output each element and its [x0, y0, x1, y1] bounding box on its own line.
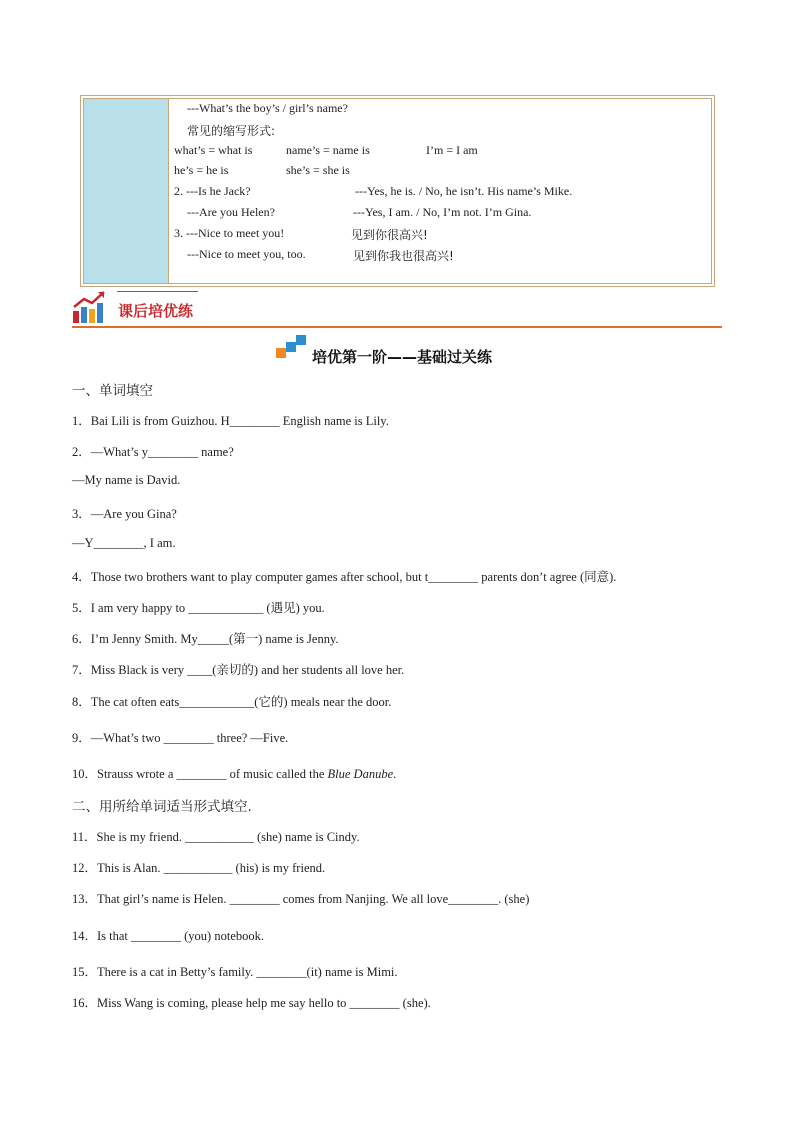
note-line: 见到你很高兴!	[351, 228, 428, 242]
note-line: 常见的缩写形式:	[187, 124, 276, 138]
section-rule-top	[117, 291, 198, 292]
note-line: what’s = what is	[174, 143, 253, 157]
note-line: name’s = name is	[286, 143, 370, 157]
table-left-cell	[84, 99, 169, 283]
part2-heading: 二、用所给单词适当形式填空.	[72, 799, 252, 815]
note-line: ---What’s the boy’s / girl’s name?	[187, 101, 348, 115]
note-line: I’m = I am	[426, 143, 478, 157]
question-16: 16．Miss Wang is coming, please help me say hello to ________ (she).	[72, 996, 431, 1010]
stage-title: 培优第一阶——基础过关练	[312, 348, 493, 366]
question-1: 1．Bai Lili is from Guizhou. H________ English name is Lily.	[72, 414, 389, 428]
question-7: 7．Miss Black is very ____(亲切的) and her students all love her.	[72, 663, 405, 677]
note-line: he’s = he is	[174, 163, 229, 177]
bar-chart-growth-icon	[72, 289, 108, 325]
note-line: ---Yes, I am. / No, I’m not. I’m Gina.	[353, 205, 532, 219]
note-line: 见到你我也很高兴!	[353, 249, 454, 263]
note-line: 2. ---Is he Jack?	[174, 184, 251, 198]
section-rule	[72, 326, 722, 328]
note-line: ---Nice to meet you, too.	[187, 247, 306, 261]
question-10-text: 10．Strauss wrote a ________ of music called the	[72, 767, 328, 781]
question-4: 4．Those two brothers want to play computer games after school, but t________ parents don’t agree (同意).	[72, 570, 617, 584]
note-line: ---Yes, he is. / No, he isn’t. His name’s Mike.	[355, 184, 573, 198]
section-title: 课后培优练	[118, 302, 194, 320]
question-11: 11．She is my friend. ___________ (she) name is Cindy.	[72, 830, 360, 844]
question-15: 15．There is a cat in Betty’s family. ________(it) name is Mimi.	[72, 965, 398, 979]
question-8: 8．The cat often eats____________(它的) meals near the door.	[72, 695, 392, 709]
answer-2: —My name is David.	[72, 473, 181, 487]
question-13: 13．That girl’s name is Helen. ________ comes from Nanjing. We all love________. (she)	[72, 892, 530, 906]
question-5: 5．I am very happy to ____________ (遇见) you.	[72, 601, 325, 615]
question-3: 3．—Are you Gina?	[72, 507, 177, 521]
part1-heading: 一、单词填空	[72, 383, 153, 399]
note-line: ---Are you Helen?	[187, 205, 275, 219]
question-9: 9．—What’s two ________ three? —Five.	[72, 731, 289, 745]
question-10	[72, 764, 396, 782]
question-10-title: Blue Danube	[327, 767, 394, 781]
question-6: 6．I’m Jenny Smith. My_____(第一) name is Jenny.	[72, 632, 339, 646]
note-line: she’s = she is	[286, 163, 350, 177]
question-2: 2．—What’s y________ name?	[72, 445, 234, 459]
answer-3: —Y________, I am.	[72, 536, 176, 550]
question-10-end: .	[393, 767, 397, 781]
question-14: 14．Is that ________ (you) notebook.	[72, 929, 264, 943]
stairs-icon	[276, 334, 308, 360]
note-line: 3. ---Nice to meet you!	[174, 226, 285, 240]
question-12: 12．This is Alan. ___________ (his) is my friend.	[72, 861, 326, 875]
